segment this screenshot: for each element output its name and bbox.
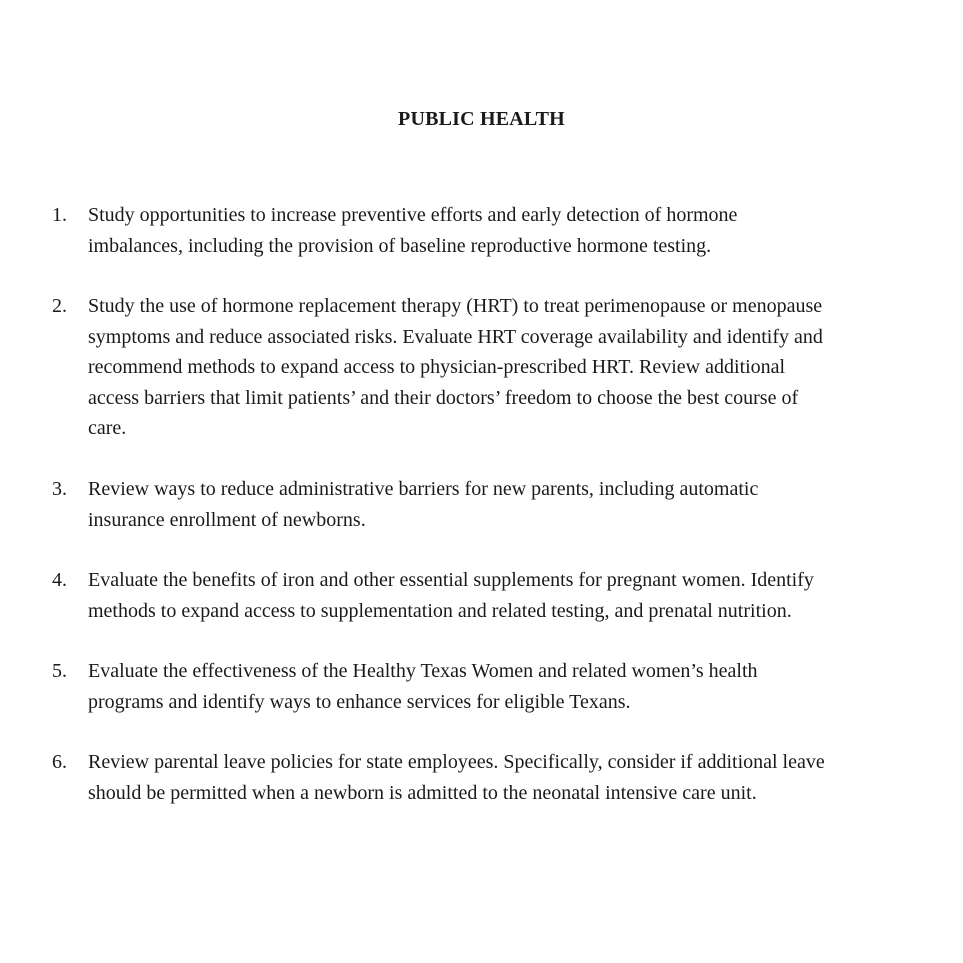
item-text: Review ways to reduce administrative barriers for new parents, including automatic insurance enrollment of newborns. (88, 478, 759, 531)
list-item (52, 656, 932, 717)
item-number: 4. (52, 569, 67, 591)
item-text: Review parental leave policies for state employees. Specifically, consider if additional leave should be permitted when a newborn is admitted to the neonatal intensive care unit. (88, 751, 825, 804)
item-number: 6. (52, 751, 67, 773)
item-number: 5. (52, 660, 67, 682)
item-text: Study the use of hormone replacement therapy (HRT) to treat perimenopause or menopause symptoms and reduce associated risks. Evaluate HRT coverage availability and identify and recommend methods to expand access to physician-prescribed HRT. Review additional access barriers that limit patients’ and their doctors’ freedom to choose the best course of care. (88, 295, 823, 439)
list-item (52, 747, 932, 808)
list-item (52, 565, 932, 626)
item-number: 1. (52, 204, 67, 226)
item-number: 3. (52, 478, 67, 500)
list-item (52, 291, 932, 444)
list-item (52, 474, 932, 535)
item-text: Evaluate the benefits of iron and other essential supplements for pregnant women. Identify methods to expand access to supplementation and related testing, and prenatal nutrition. (88, 569, 814, 622)
page-title: PUBLIC HEALTH (398, 108, 565, 130)
item-number: 2. (52, 295, 67, 317)
list-item (52, 200, 932, 261)
item-text: Evaluate the effectiveness of the Healthy Texas Women and related women’s health programs and identify ways to enhance services for eligible Texans. (88, 660, 758, 713)
item-text: Study opportunities to increase preventive efforts and early detection of hormone imbalances, including the provision of baseline reproductive hormone testing. (88, 204, 738, 257)
